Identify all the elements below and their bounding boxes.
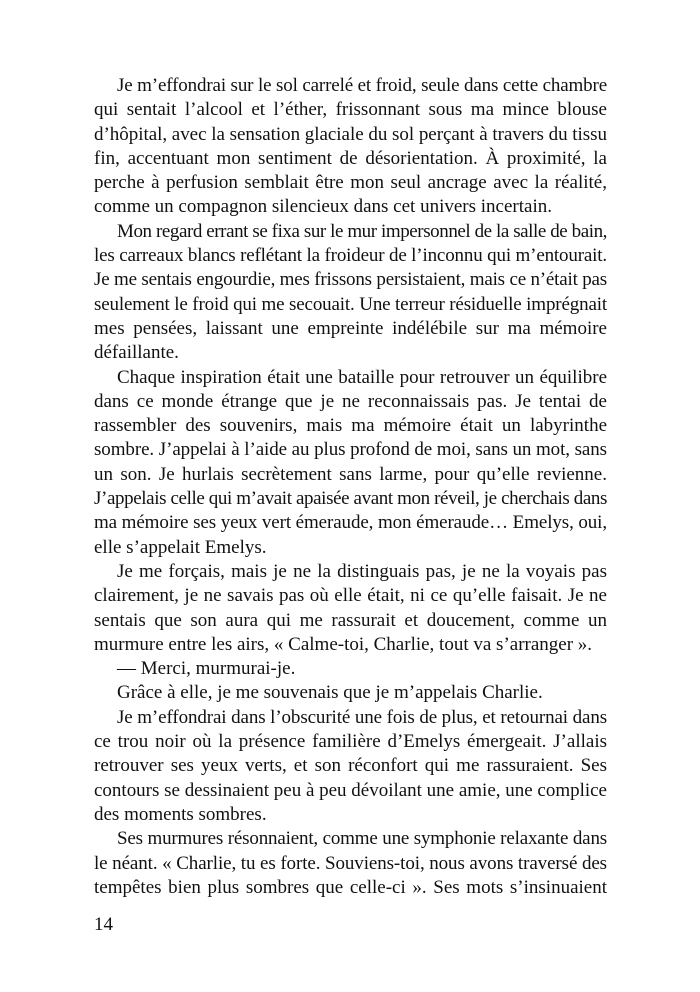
text-line: tempêtes bien plus sombres que celle-ci ». Ses mots s’insinuaient	[94, 876, 607, 898]
text-line: — Merci, murmurai-je.	[117, 658, 296, 680]
page-number: 14	[94, 914, 113, 935]
text-line: un son. Je hurlais secrètement sans larme, pour qu’elle revienne.	[94, 463, 607, 485]
text-line: retrouver ses yeux verts, et son réconfort qui me rassuraient. Ses	[94, 755, 607, 777]
body-text	[94, 74, 607, 900]
text-line: ce trou noir où la présence familière d’Emelys émergeait. J’allais	[94, 731, 607, 753]
text-line: le néant. « Charlie, tu es forte. Souviens-toi, nous avons traversé des	[94, 852, 607, 874]
text-line: d’hôpital, avec la sensation glaciale du sol perçant à travers du tissu	[94, 123, 607, 145]
text-line: Mon regard errant se fixa sur le mur impersonnel de la salle de bain,	[117, 220, 607, 242]
text-line: seulement le froid qui me secouait. Une terreur résiduelle imprégnait	[94, 293, 607, 315]
paragraph	[94, 657, 607, 681]
text-line: qui sentait l’alcool et l’éther, frissonnant sous ma mince blouse	[94, 99, 607, 121]
paragraph	[94, 74, 607, 220]
text-line: elle s’appelait Emelys.	[94, 536, 267, 558]
text-line: des moments sombres.	[94, 803, 267, 825]
paragraph	[94, 827, 607, 900]
text-line: défaillante.	[94, 342, 179, 364]
text-line: dans ce monde étrange que je ne reconnaissais pas. Je tentai de	[94, 390, 607, 412]
text-line: ma mémoire ses yeux vert émeraude, mon émeraude… Emelys, oui,	[94, 512, 607, 534]
text-line: Je m’effondrai sur le sol carrelé et froid, seule dans cette chambre	[117, 75, 607, 96]
text-line: perche à perfusion semblait être mon seul ancrage avec la réalité,	[94, 172, 607, 194]
text-line: Chaque inspiration était une bataille pour retrouver un équilibre	[117, 366, 607, 388]
paragraph	[94, 560, 607, 657]
text-line: Grâce à elle, je me souvenais que je m’appelais Charlie.	[117, 682, 543, 704]
text-line: les carreaux blancs reflétant la froideur de l’inconnu qui m’entourait.	[94, 245, 607, 267]
text-line: fin, accentuant mon sentiment de désorientation. À proximité, la	[94, 147, 607, 169]
text-line: sombre. J’appelai à l’aide au plus profond de moi, sans un mot, sans	[94, 439, 607, 461]
text-line: comme un compagnon silencieux dans cet univers incertain.	[94, 196, 552, 218]
text-line: J’appelais celle qui m’avait apaisée avant mon réveil, je cherchais dans	[94, 488, 607, 510]
text-line: sentais que son aura qui me rassurait et doucement, comme un	[94, 609, 607, 631]
text-line: Ses murmures résonnaient, comme une symphonie relaxante dans	[117, 828, 607, 850]
paragraph	[94, 681, 607, 705]
text-line: clairement, je ne savais pas où elle était, ni ce qu’elle faisait. Je ne	[94, 585, 607, 607]
text-line: Je me forçais, mais je ne la distinguais pas, je ne la voyais pas	[117, 560, 607, 582]
paragraph	[94, 220, 607, 366]
text-line: rassembler des souvenirs, mais ma mémoire était un labyrinthe	[94, 415, 607, 437]
text-line: murmure entre les airs, « Calme-toi, Charlie, tout va s’arranger ».	[94, 633, 593, 655]
paragraph	[94, 366, 607, 560]
paragraph	[94, 706, 607, 827]
text-line: contours se dessinaient peu à peu dévoilant une amie, une complice	[94, 779, 607, 801]
text-line: mes pensées, laissant une empreinte indélébile sur ma mémoire	[94, 317, 607, 339]
text-line: Je me sentais engourdie, mes frissons persistaient, mais ce n’était pas	[94, 269, 607, 291]
text-line: Je m’effondrai dans l’obscurité une fois de plus, et retournai dans	[117, 706, 607, 728]
